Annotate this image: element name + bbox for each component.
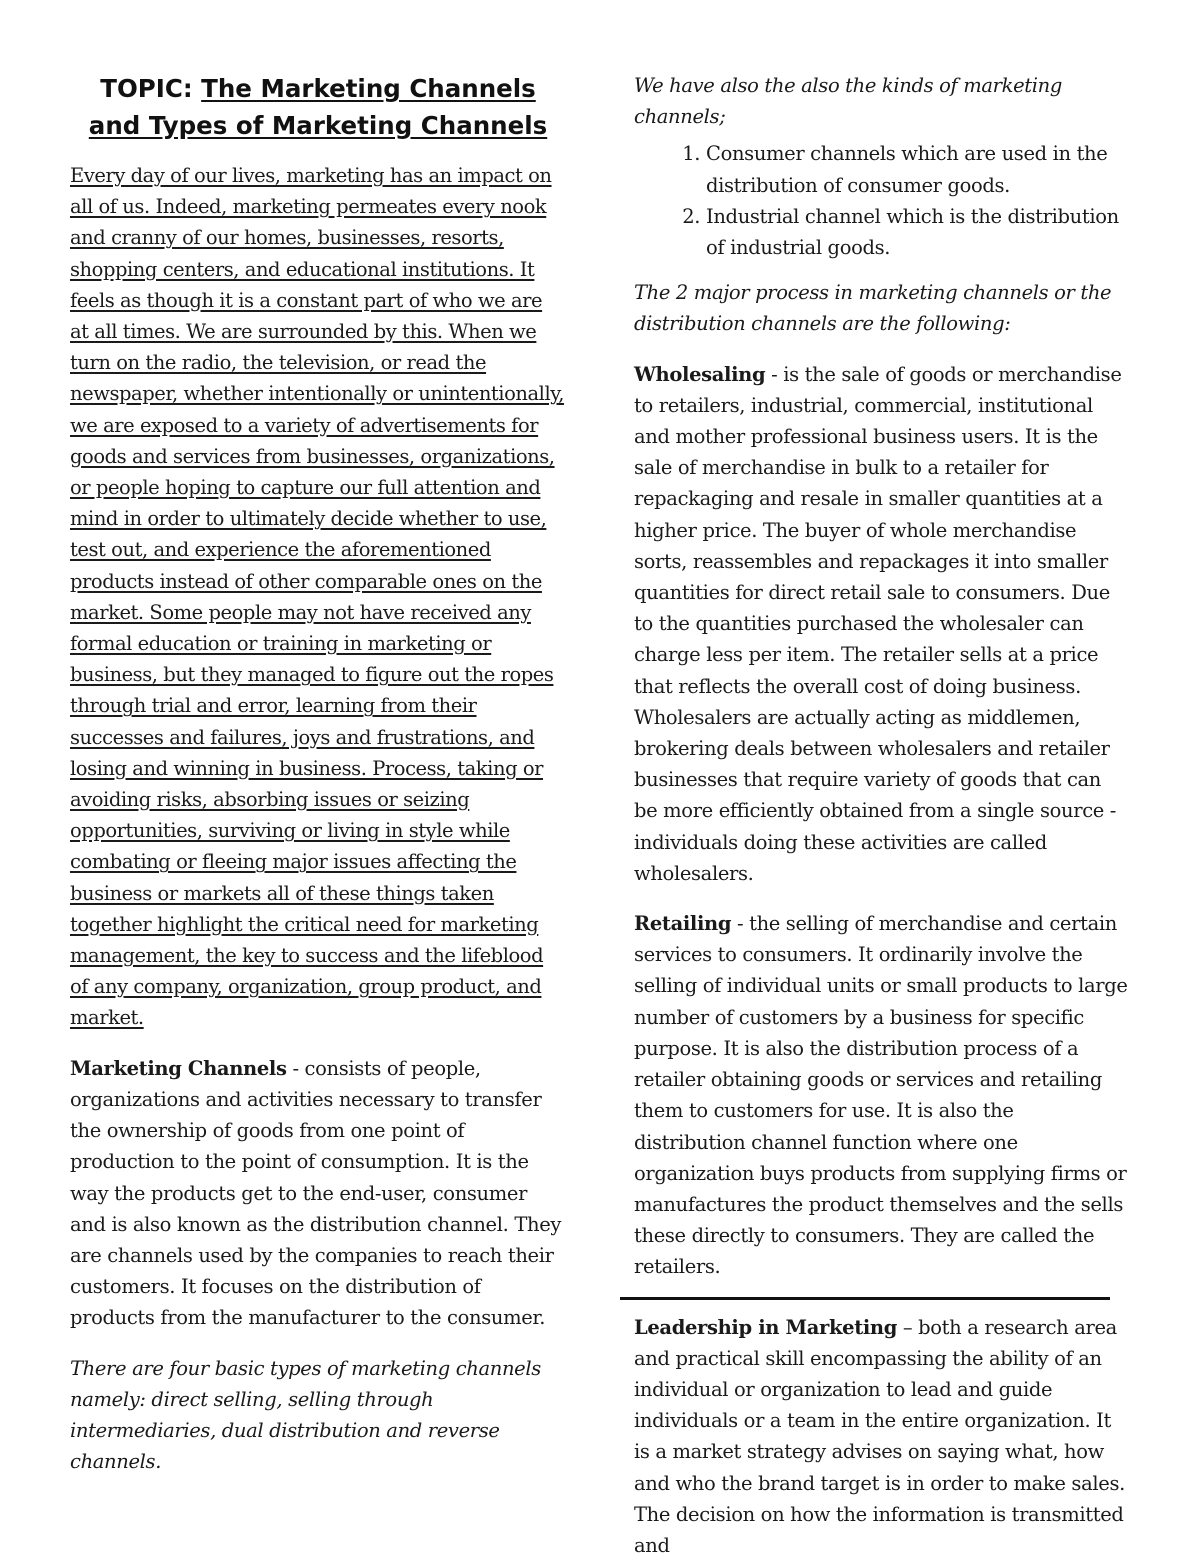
list-item: 1. Consumer channels which are used in the distribution of consumer goods. — [706, 138, 1130, 200]
left-column — [70, 70, 566, 1477]
right-column — [634, 70, 1130, 1561]
kinds-list — [634, 138, 1130, 263]
topic-label: TOPIC — [100, 74, 183, 103]
kinds-intro: We have also the also the kinds of marketing channels; — [634, 74, 1062, 129]
topic-title-line1: The Marketing Channels — [201, 74, 536, 103]
wholesaling-term: Wholesaling — [634, 362, 766, 386]
retailing-paragraph — [634, 908, 1130, 1282]
leadership-definition: – both a research area and practical skill encompassing the ability of an individual or organization to lead and guide individuals or a team in the entire organization. It is a market strategy advises on saying what, how and who the brand target is in order to make sales. The decision on how the information is transmitted and — [634, 1315, 1125, 1557]
leadership-paragraph — [634, 1312, 1130, 1561]
intro-paragraph: Every day of our lives, marketing has an impact on all of us. Indeed, marketing permeates every nook and cranny of our homes, businesses, resorts, shopping centers, and educational institutions. It feels as though it is a constant part of who we are at all times. We are surrounded by this. When we turn on the radio, the television, or read the newspaper, whether intentionally or unintentionally, we are exposed to a variety of advertisements for goods and services from businesses, organizations, or people hoping to capture our full attention and mind in order to ultimately decide whether to use, test out, and experience the aforementioned products instead of other comparable ones on the market. Some people may not have received any formal education or training in marketing or business, but they managed to figure out the ropes through trial and error, learning from their successes and failures, joys and frustrations, and losing and winning in business. Process, taking or avoiding risks, absorbing issues or seizing opportunities, surviving or living in style while combating or fleeing major issues affecting the business or markets all of these things taken together highlight the critical need for marketing management, the key to success and the lifeblood of any company, organization, group product, and market. — [70, 164, 564, 1030]
wholesaling-definition: - is the sale of goods or merchandise to retailers, industrial, commercial, institutional and mother professional business users. It is the sale of merchandise in bulk to a retailer for repackaging and resale in smaller quantities at a higher price. The buyer of whole merchandise sorts, reassembles and repackages it into smaller quantities for direct retail sale to consumers. Due to the quantities purchased the wholesaler can charge less per item. The retailer sells at a price that reflects the overall cost of doing business. Wholesalers are actually acting as middlemen, brokering deals between wholesalers and retailer businesses that require variety of goods that can be more efficiently obtained from a single source -individuals doing these activities are called wholesalers. — [634, 362, 1122, 885]
marketing-channels-definition: - consists of people, organizations and activities necessary to transfer the ownership of goods from one point of production to the point of consumption. It is the way the products get to the end-user, consumer and is also known as the distribution channel. They are channels used by the companies to reach their customers. It focuses on the distribution of products from the manufacturer to the consumer. — [70, 1056, 562, 1330]
retailing-definition: - the selling of merchandise and certain services to consumers. It ordinarily involve the selling of individual units or small products to large number of customers by a business for specific purpose. It is also the distribution process of a retailer obtaining goods or services and retailing them to customers for use. It is also the distribution channel function where one organization buys products from supplying firms or manufactures the product themselves and the sells these directly to consumers. They are called the retailers. — [634, 912, 1128, 1279]
marketing-channels-term: Marketing Channels — [70, 1056, 287, 1080]
page-title — [70, 70, 566, 144]
topic-title-line2: and Types of Marketing Channels — [88, 111, 548, 140]
retailing-term: Retailing — [634, 912, 732, 936]
major-process-paragraph: The 2 major process in marketing channels or the distribution channels are the following: — [634, 281, 1112, 336]
wholesaling-paragraph — [634, 359, 1130, 889]
marketing-channels-paragraph — [70, 1053, 566, 1334]
topic-separator: : — [182, 74, 202, 103]
section-divider — [620, 1297, 1110, 1300]
leadership-term: Leadership in Marketing — [634, 1315, 898, 1339]
four-types-paragraph: There are four basic types of marketing channels namely: direct selling, selling through intermediaries, dual distribution and reverse channels. — [70, 1356, 541, 1474]
list-item: 2. Industrial channel which is the distribution of industrial goods. — [706, 201, 1130, 263]
